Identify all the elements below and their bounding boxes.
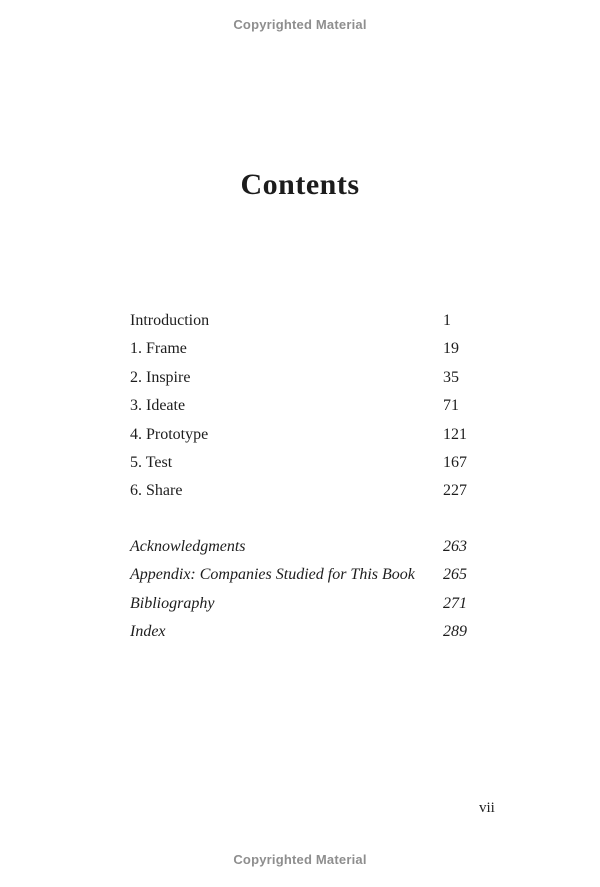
toc-entry-label: 1. Frame xyxy=(130,340,187,358)
toc-entry xyxy=(130,561,470,589)
toc-entry xyxy=(130,392,470,420)
toc-entry-page: 121 xyxy=(443,425,467,443)
toc-entry xyxy=(130,307,470,335)
toc-entry-label: 5. Test xyxy=(130,453,173,471)
toc-entry-label: Acknowledgments xyxy=(130,537,246,555)
toc-entry xyxy=(130,364,470,392)
toc-entry-label: Index xyxy=(130,622,166,640)
toc-chapter-list xyxy=(130,307,470,506)
toc-entry-label: Introduction xyxy=(130,312,210,329)
toc-entry xyxy=(130,590,470,618)
toc-entry-page: 271 xyxy=(443,594,467,612)
copyright-notice-top: Copyrighted Material xyxy=(233,17,367,32)
toc-entry-label: 4. Prototype xyxy=(130,425,209,443)
toc-entry-page: 265 xyxy=(443,566,467,584)
toc-entry xyxy=(130,477,470,505)
toc-entry-page: 167 xyxy=(443,453,467,471)
toc-entry xyxy=(130,421,470,449)
toc-entry xyxy=(130,533,470,561)
toc-entry-page: 35 xyxy=(443,368,459,386)
toc-entry xyxy=(130,449,470,477)
toc-entry xyxy=(130,335,470,363)
toc-entry-label: 6. Share xyxy=(130,482,183,500)
toc-entry xyxy=(130,618,470,646)
toc-back-matter-list xyxy=(130,533,470,647)
toc-entry-label: Appendix: Companies Studied for This Book xyxy=(130,566,415,584)
toc-entry-label: Bibliography xyxy=(130,594,215,612)
toc-entry-label: 2. Inspire xyxy=(130,368,191,386)
toc-entry-page: 263 xyxy=(443,537,467,555)
table-of-contents xyxy=(130,307,470,646)
contents-heading: Contents xyxy=(240,168,360,201)
toc-entry-page: 289 xyxy=(443,622,467,640)
toc-entry-page: 227 xyxy=(443,482,467,500)
toc-entry-label: 3. Ideate xyxy=(130,397,186,415)
page-number-folio: vii xyxy=(479,800,495,816)
copyright-notice-bottom: Copyrighted Material xyxy=(233,852,367,867)
toc-entry-page: 1 xyxy=(443,312,451,329)
toc-entry-page: 19 xyxy=(443,340,459,358)
toc-entry-page: 71 xyxy=(443,397,459,415)
